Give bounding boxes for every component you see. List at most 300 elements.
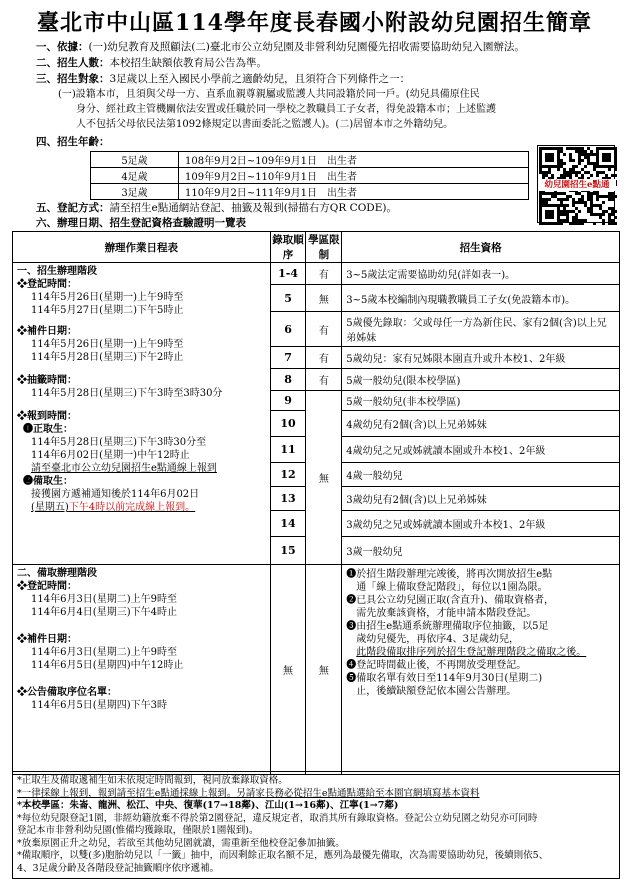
qr-module [542,174,545,177]
qr-module [563,174,566,177]
qr-module [569,153,572,156]
qr-module [563,153,566,156]
qr-module [572,210,575,213]
qr-module [599,195,602,198]
qr-module [545,210,548,213]
qr-module [539,147,542,150]
qr-module [563,210,566,213]
qr-module [572,198,575,201]
qr-module [590,195,593,198]
qr-module [566,204,569,207]
qr-module [572,168,575,171]
qr-module [539,153,542,156]
qr-module [575,219,578,222]
section-age: 四、招生年齡： [36,136,110,148]
qr-module [566,216,569,219]
qr-module [548,171,551,174]
qr-module [578,198,581,201]
qr-module [605,156,608,159]
qr-module [599,165,602,168]
qr-module [593,162,596,165]
qr-module [608,156,611,159]
qr-module [566,210,569,213]
qr-module [566,174,569,177]
qr-module [611,207,614,210]
qr-module [551,192,554,195]
qr-module [578,171,581,174]
table-row: 5 無 3~5歲本校編制內現職教職員工子女(免設籍本市)。 [13,285,620,312]
qr-module [602,213,605,216]
qr-module [578,150,581,153]
qr-module [611,198,614,201]
qr-module [560,159,563,162]
qr-module [608,207,611,210]
qr-module [575,216,578,219]
qr-module [563,219,566,222]
qr-module [611,192,614,195]
qr-module [551,204,554,207]
qr-module [575,207,578,210]
qr-module [614,210,617,213]
qr-module [578,153,581,156]
qr-module [545,147,548,150]
qr-module [566,147,569,150]
qr-module [563,204,566,207]
qr-module [602,210,605,213]
qr-module [539,165,542,168]
qr-module [593,192,596,195]
qr-module [584,165,587,168]
qr-module [539,150,542,153]
stage2-notes: ❶於招生階段辦理完竣後，將再次開放招生e點 通「線上備取登記階段」，每位以1園為限。 ❷已具公立幼兒園正取(含直升)、備取資格者， 需先放棄該資格，才能申請本階段登記。 ❸由招生e點通系統辦理備取序位抽籤，以5足 歲幼兒優先，再依序4、3足歲幼兒， 此階段備取排序列於招生登記辦理階段之備取之後。 ❹登記時間截止後，不再開放受理登記。 ❺備取名單有效日至114年9月30日(星期二) 止，後續缺額登記依本園公告辦理。 [342,565,620,775]
qr-module [539,219,542,222]
qr-module [608,222,611,225]
table-row: 13 3歲幼兒有2個(含)以上兄弟姊妹 [13,487,620,511]
section-schedule: 六、辦理日期、招生登記資格查驗證明一覽表 [36,217,246,229]
qr-module [584,171,587,174]
qr-module [608,165,611,168]
qr-module [560,222,563,225]
qr-module [551,213,554,216]
qr-module [545,171,548,174]
qr-module [581,147,584,150]
qr-module [587,210,590,213]
qr-module [548,204,551,207]
qr-module [539,156,542,159]
qr-module [575,201,578,204]
qr-module [590,210,593,213]
qr-module [539,210,542,213]
qr-module [581,219,584,222]
header-schedule: 辦理作業日程表 [13,232,271,263]
qr-module [560,162,563,165]
qr-module [554,204,557,207]
qr-module [584,153,587,156]
qr-module [539,201,542,204]
qr-module [554,222,557,225]
qr-module [596,156,599,159]
qr-module [578,222,581,225]
qr-module [548,159,551,162]
qr-module [563,213,566,216]
qr-module [596,159,599,162]
qr-module [614,159,617,162]
qr-module [539,213,542,216]
section-register-method: 五、登記方式：請至招生e點通網站登記、抽籤及報到(掃描右方QR CODE)。 [36,202,397,214]
qr-module [587,171,590,174]
qr-module [563,198,566,201]
qr-module [545,174,548,177]
qr-module [593,165,596,168]
qr-module [563,207,566,210]
qr-module [611,219,614,222]
qr-module [605,195,608,198]
qr-module [596,213,599,216]
qr-module [563,171,566,174]
qr-module [581,153,584,156]
qr-module [605,147,608,150]
qr-module [596,174,599,177]
table-row: 15 3歲一般幼兒 [13,537,620,565]
qr-module [590,207,593,210]
table-row: 10 4歲幼兒有2個(含)以上兄弟姊妹 [13,411,620,437]
qr-module [584,150,587,153]
qr-module [557,213,560,216]
qr-module [587,207,590,210]
qr-module [614,150,617,153]
qr-module [542,171,545,174]
qr-module [581,174,584,177]
qr-module [575,174,578,177]
qr-module [542,204,545,207]
qr-module [596,204,599,207]
qr-module [545,204,548,207]
qr-module [596,153,599,156]
footnote: *每位幼兒限登記1園，非經幼籍放棄不得於第2園登記，違反規定者，取消其所有錄取資格。登記公立幼兒園之幼兒亦可同時 [17,812,538,824]
qr-module [611,222,614,225]
qr-module [557,204,560,207]
qr-module [590,198,593,201]
qr-module [569,222,572,225]
qr-module [551,174,554,177]
footnote: *正取生及備取遞補生如未依規定時間報到，視同放棄錄取資格。 [17,775,288,786]
target-line-3: 人不包括父母依民法第1092條規定以書面委託之監護人)。(二)居留本市之外籍幼兒。 [76,119,454,130]
qr-module [539,204,542,207]
qr-module [608,147,611,150]
qr-module [542,222,545,225]
qr-module [557,147,560,150]
qr-module [614,222,617,225]
qr-module [545,216,548,219]
qr-module [554,165,557,168]
qr-module [569,159,572,162]
section-target: 三、招生對象：3足歲以上至入國民小學前之適齡幼兒，且須符合下列條件之一： [36,73,411,85]
qr-module [590,150,593,153]
stage2-order: 無 [270,565,306,775]
qr-module [551,156,554,159]
qr-module [584,219,587,222]
qr-module [602,159,605,162]
qr-module [548,192,551,195]
qr-module [557,219,560,222]
qr-module [560,147,563,150]
qr-module [578,159,581,162]
qr-label: 幼兒園招生e點通 [538,179,616,191]
qr-module [608,153,611,156]
qr-module [587,198,590,201]
qr-module [563,162,566,165]
qr-module [590,213,593,216]
qr-module [593,153,596,156]
qr-module [560,198,563,201]
qr-module [596,165,599,168]
qr-module [593,213,596,216]
qr-module [560,192,563,195]
qr-module [611,195,614,198]
qr-module [548,168,551,171]
qr-module [557,207,560,210]
qr-module [608,213,611,216]
qr-module [587,162,590,165]
qr-module [605,159,608,162]
qr-module [566,171,569,174]
qr-module [578,156,581,159]
qr-module [539,192,542,195]
qr-module [611,165,614,168]
qr-module [593,168,596,171]
qr-module [593,222,596,225]
qr-module [557,162,560,165]
qr-module [575,213,578,216]
qr-module [548,213,551,216]
qr-module [551,195,554,198]
qr-module [557,222,560,225]
qr-module [608,219,611,222]
qr-module [539,216,542,219]
qr-module [593,204,596,207]
qr-module [584,156,587,159]
target-line-1: (一)設籍本市，且須與父母一方、直系血親尊親屬或監護人共同設籍於同一戶。(幼兒具備原住民 [58,89,480,100]
qr-module [584,204,587,207]
qr-module [557,153,560,156]
qr-module [614,165,617,168]
qr-module [602,195,605,198]
qr-module [551,210,554,213]
qr-module [548,165,551,168]
qr-module [569,156,572,159]
qr-module [560,204,563,207]
qr-module [599,147,602,150]
qr-module [578,210,581,213]
qr-module [611,174,614,177]
qr-module [602,165,605,168]
qr-module [590,153,593,156]
footnote: *放棄原園正升之幼兒，若欲至其他幼兒園就讀，需重新至他校登記參加抽籤。 [17,837,345,849]
qr-module [560,201,563,204]
qr-module [560,210,563,213]
section-basis: 一、依據：(一)幼兒教育及照顧法(二)臺北市公立幼兒園及非營利幼兒園優先招收需要協助幼兒入園辦法。 [36,41,525,53]
qr-module [557,192,560,195]
qr-module [560,165,563,168]
qr-module [587,195,590,198]
table-row: 12 4歲一般幼兒 [13,463,620,487]
footnotes [12,771,620,879]
qr-module [539,159,542,162]
qr-module [539,195,542,198]
footnote: 登記本市非營利幼兒園(惟備均獲錄取，僅限於1園報到)。 [17,825,259,836]
qr-module [575,222,578,225]
qr-module [599,207,602,210]
qr-module [545,201,548,204]
qr-module [602,201,605,204]
qr-module [575,147,578,150]
qr-module [578,192,581,195]
target-line-2: 身分、經社政主管機關依法安置或任職於同一學校之教職員工子女者，得免設籍本市；上述監護 [76,104,496,115]
footnote: *一律採線上報到，報到請至招生e點通採線上報到。另請家長務必從招生e點通點選給至本園官網填寫基本資料 [17,787,480,799]
qr-module [566,195,569,198]
header-qual: 招生資格 [342,232,620,263]
qr-module [572,159,575,162]
qr-module [587,156,590,159]
qr-module [569,210,572,213]
qr-module [611,213,614,216]
qr-module [611,147,614,150]
table-row: 14 3歲幼兒之兄或姊就讀本園或升本校1、2年級 [13,511,620,537]
qr-module [581,198,584,201]
qr-module [572,201,575,204]
qr-module [581,222,584,225]
qr-module [542,165,545,168]
age-row: 3足歲 110年9月2日~111年9月1日 出生者 [91,184,529,200]
qr-module [602,147,605,150]
qr-module [572,222,575,225]
qr-module [539,162,542,165]
qr-module [581,150,584,153]
qr-module [560,219,563,222]
qr-module [599,204,602,207]
qr-module [614,156,617,159]
qr-module [551,159,554,162]
qr-module [596,198,599,201]
qr-module [557,156,560,159]
qr-module [581,168,584,171]
age-table [90,151,529,200]
qr-module [599,213,602,216]
footnote: 4、3足歲分齡及各階段登記抽籤順序依序遞補。 [17,862,220,874]
qr-module [605,153,608,156]
page-title: 臺北市中山區114學年度長春國小附設幼兒園招生簡章 [37,10,592,36]
header-order: 錄取順序 [270,232,306,263]
header-limit: 學區限制 [306,232,342,263]
qr-module [569,168,572,171]
qr-module [557,165,560,168]
qr-module [557,168,560,171]
qr-module [560,213,563,216]
qr-module [605,174,608,177]
qr-module [539,222,542,225]
qr-module [602,219,605,222]
qr-module [557,159,560,162]
qr-module [548,216,551,219]
qr-code[interactable] [537,145,615,223]
qr-module [548,153,551,156]
qr-module [566,198,569,201]
table-row: 11 4歲幼兒之兄或姊就讀本園或升本校1、2年級 [13,437,620,463]
qr-module [596,162,599,165]
qr-module [602,153,605,156]
qr-module [611,210,614,213]
qr-module [542,201,545,204]
table-row: 9 無 5歲一般幼兒(非本校學區) [13,391,620,411]
qr-module [575,171,578,174]
qr-module [572,165,575,168]
qr-module [602,171,605,174]
qr-module [551,216,554,219]
stage2-schedule: 二、備取辦理階段 ❖登記時間： 114年6月3日(星期二)上午9時至 114年6月4日(星期三)下午4時止 ❖補件日期： 114年6月3日(星期二)上午9時至 114年6月5日(星期四)中午12時止 ❖公告備取序位名單： 114年6月5日(星期四)下午3時 [13,565,271,775]
qr-module [554,192,557,195]
qr-module [572,216,575,219]
qr-module [569,171,572,174]
qr-module [608,168,611,171]
qr-module [614,216,617,219]
qr-module [572,171,575,174]
qr-module [614,147,617,150]
qr-module [566,219,569,222]
qr-module [605,210,608,213]
age-row: 5足歲 108年9月2日~109年9月1日 出生者 [91,152,529,168]
qr-module [572,219,575,222]
qr-module [605,165,608,168]
qr-module [557,150,560,153]
qr-module [614,168,617,171]
qr-module [557,210,560,213]
qr-module [608,216,611,219]
table-row: 7 有 5歲幼兒：家有兄姊限本園直升或升本校1、2年級 [13,347,620,369]
qr-module [590,162,593,165]
qr-module [590,174,593,177]
qr-module [596,150,599,153]
schedule-table: 辦理作業日程表 錄取順序 學區限制 招生資格 一、招生辦理階段 ❖登記時間： 114年5月26日(星期一)上午9時至 114年5月27日(星期二)下午5時止 ❖補件日期： 114年5月26日(星期一)上午9時至 114年5月28日(星期三)下午2時止 ❖抽籤時間： 114年5月28日(星期三)下午3時至3時30分 ❖報到時間： ❶正取生： 114年5月28日(星期三)下午3時30分至 114年6月02日(星期一)中午12時止 請至臺北市公立幼兒園招生e點通線上報到 ❷備取生： 接獲園方遞補通知後於114年6月02日 (星期五)下午4時以前完成線上報到。 1-4 有 3~5歲法定需要協助幼兒(詳如表一)。 5 無 3~5歲本校編制內現職教職員工子女(免設籍本市)。 6 有 5歲優先錄取：父或母任一方為新住民、家有2個(含)以上兄弟姊妹 7 有 5歲幼兒：家有兄姊限本園直升或升本校1、2年級 8 有 5歲一般幼兒(限本校學區) 9 無 5歲一般幼兒(非本校學區) 10 4歲幼兒有2個(含)以上兄弟姊妹 11 4歲幼兒之兄或姊就讀本園或升本校1、2年級 12 4歲一般幼兒 13 3歲幼兒有2個(含)以上兄弟姊妹 14 3歲幼兒之兄或姊就讀本園或升本校1、2年級 15 3歲一般幼兒 二、備取辦理階段 ❖登記時間： 114年6月3日(星期二)上午9時至 114年6月4日(星期三)下午4時止 ❖補件日期： 114年6月3日(星期二)上午9時至 114年6月5日(星期四)中午12時止 ❖公告備取序位名單： 114年6月5日(星期四)下午3時 無 無 ❶於招生階段辦理完竣後，將再次開放招生e點 通「線上備取登記階段」，每位以1園為限。 ❷已具公立幼兒園正取(含直升)、備取資格者， 需先放棄該資格，才能申請本階段登記。 ❸由招生e點通系統辦理備取序位抽籤，以5足 歲幼兒優先，再依序4、3足歲幼兒， 此階段備取排序列於招生登記辦理階段之備取之後。 ❹登記時間截止後，不再開放受理登記。 ❺備取名單有效日至114年9月30日(星期二) 止，後續缺額登記依本園公告辦理。 [12,231,620,775]
qr-module [545,156,548,159]
qr-module [545,192,548,195]
qr-module [587,153,590,156]
qr-module [608,192,611,195]
qr-module [539,198,542,201]
qr-module [551,222,554,225]
qr-module [587,192,590,195]
qr-module [587,147,590,150]
table-row: 6 有 5歲優先錄取：父或母任一方為新住民、家有2個(含)以上兄弟姊妹 [13,312,620,347]
qr-module [608,159,611,162]
qr-module [545,159,548,162]
qr-module [614,153,617,156]
qr-module [569,174,572,177]
qr-module [572,204,575,207]
qr-module [596,192,599,195]
qr-module [575,192,578,195]
stage1-schedule: 一、招生辦理階段 ❖登記時間： 114年5月26日(星期一)上午9時至 114年5月27日(星期二)下午5時止 ❖補件日期： 114年5月26日(星期一)上午9時至 114年5月28日(星期三)下午2時止 ❖抽籤時間： 114年5月28日(星期三)下午3時至3時30分 ❖報到時間： ❶正取生： 114年5月28日(星期三)下午3時30分至 114年6月02日(星期一)中午12時止 請至臺北市公立幼兒園招生e點通線上報到 ❷備取生： 接獲園方遞補通知後於114年6月02日 (星期五)下午4時以前完成線上報到。 [13,263,271,565]
qr-module [539,207,542,210]
qr-module [548,147,551,150]
qr-module [545,213,548,216]
qr-module [539,168,542,171]
qr-module [614,162,617,165]
qr-module [539,171,542,174]
qr-module [590,204,593,207]
section-quota: 二、招生人數：本校招生缺額依教育局公告為準。 [36,57,267,69]
qr-module [548,222,551,225]
qr-module [542,192,545,195]
